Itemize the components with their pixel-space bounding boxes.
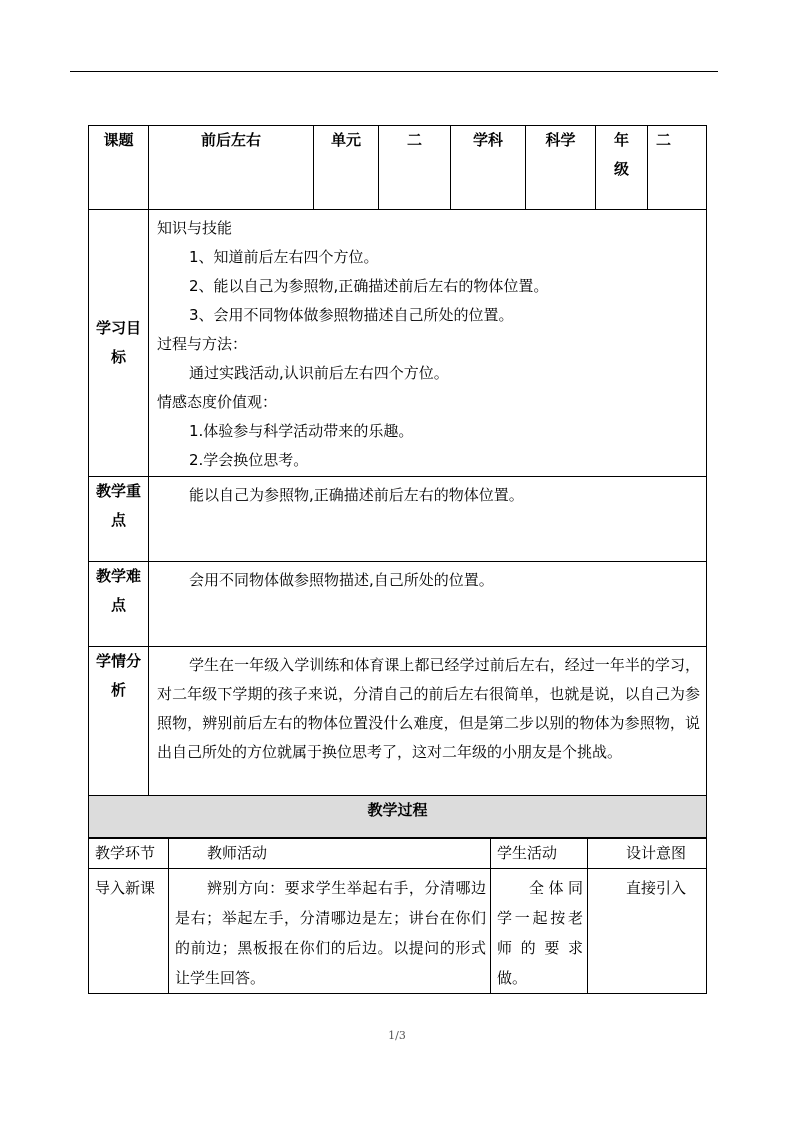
lesson-plan-table bbox=[88, 125, 707, 839]
objective-line: 2、能以自己为参照物,正确描述前后左右的物体位置。 bbox=[189, 277, 549, 295]
process-title-row bbox=[89, 796, 707, 839]
key-points-row bbox=[89, 477, 707, 562]
key-points-text: 能以自己为参照物,正确描述前后左右的物体位置。 bbox=[149, 477, 707, 562]
analysis-text: 学生在一年级入学训练和体育课上都已经学过前后左右，经过一年半的学习，对二年级下学期的孩子来说，分清自己的前后左右很简单，也就是说，以自己为参照物，辨别前后左右的物体位置没什么难度，但是第二步以别的物体为参照物，说出自己所处的方位就属于换位思考了，这对二年级的小朋友是个挑战。 bbox=[149, 647, 707, 796]
process-header-student: 学生活动 bbox=[491, 838, 588, 869]
objective-line: 过程与方法： bbox=[157, 335, 248, 353]
objectives-label: 学习目标 bbox=[89, 210, 149, 477]
analysis-label: 学情分析 bbox=[89, 647, 149, 796]
process-header-stage: 教学环节 bbox=[89, 838, 169, 869]
unit-label: 单元 bbox=[314, 126, 379, 210]
header-rule bbox=[70, 71, 718, 72]
objective-line: 知识与技能 bbox=[157, 219, 233, 237]
key-points-label: 教学重点 bbox=[89, 477, 149, 562]
grade-value: 二 bbox=[648, 126, 707, 210]
objective-line: 通过实践活动,认识前后左右四个方位。 bbox=[189, 364, 449, 382]
difficulties-label: 教学难点 bbox=[89, 562, 149, 647]
subject-label: 学科 bbox=[451, 126, 526, 210]
objective-line: 情感态度价值观： bbox=[157, 393, 278, 411]
objective-line: 3、会用不同物体做参照物描述自己所处的位置。 bbox=[189, 306, 514, 324]
grade-label: 年级 bbox=[596, 126, 648, 210]
difficulties-row bbox=[89, 562, 707, 647]
difficulties-text: 会用不同物体做参照物描述,自己所处的位置。 bbox=[149, 562, 707, 647]
process-table bbox=[88, 837, 707, 994]
process-intent: 直接引入 bbox=[588, 869, 707, 994]
process-title: 教学过程 bbox=[89, 796, 707, 839]
process-teacher: 辨别方向：要求学生举起右手，分清哪边是右；举起左手，分清哪边是左；讲台在你们的前边；黑板报在你们的后边。以提问的形式让学生回答。 bbox=[169, 869, 491, 994]
process-student: 全体同学一起按老师的要求做。 bbox=[491, 869, 588, 994]
objective-line: 1.体验参与科学活动带来的乐趣。 bbox=[189, 422, 414, 440]
header-row bbox=[89, 126, 707, 210]
subject-value: 科学 bbox=[526, 126, 596, 210]
page-number: 1/3 bbox=[388, 1029, 406, 1042]
process-header-intent: 设计意图 bbox=[588, 838, 707, 869]
objectives-content bbox=[149, 210, 707, 477]
analysis-row bbox=[89, 647, 707, 796]
unit-value: 二 bbox=[379, 126, 451, 210]
process-row bbox=[89, 869, 707, 994]
objective-line: 1、知道前后左右四个方位。 bbox=[189, 248, 379, 266]
process-header-row bbox=[89, 838, 707, 869]
topic-label: 课题 bbox=[89, 126, 149, 210]
process-header-teacher: 教师活动 bbox=[169, 838, 491, 869]
process-stage: 导入新课 bbox=[89, 869, 169, 994]
objectives-row bbox=[89, 210, 707, 477]
objective-line: 2.学会换位思考。 bbox=[189, 451, 309, 469]
topic-value: 前后左右 bbox=[149, 126, 314, 210]
